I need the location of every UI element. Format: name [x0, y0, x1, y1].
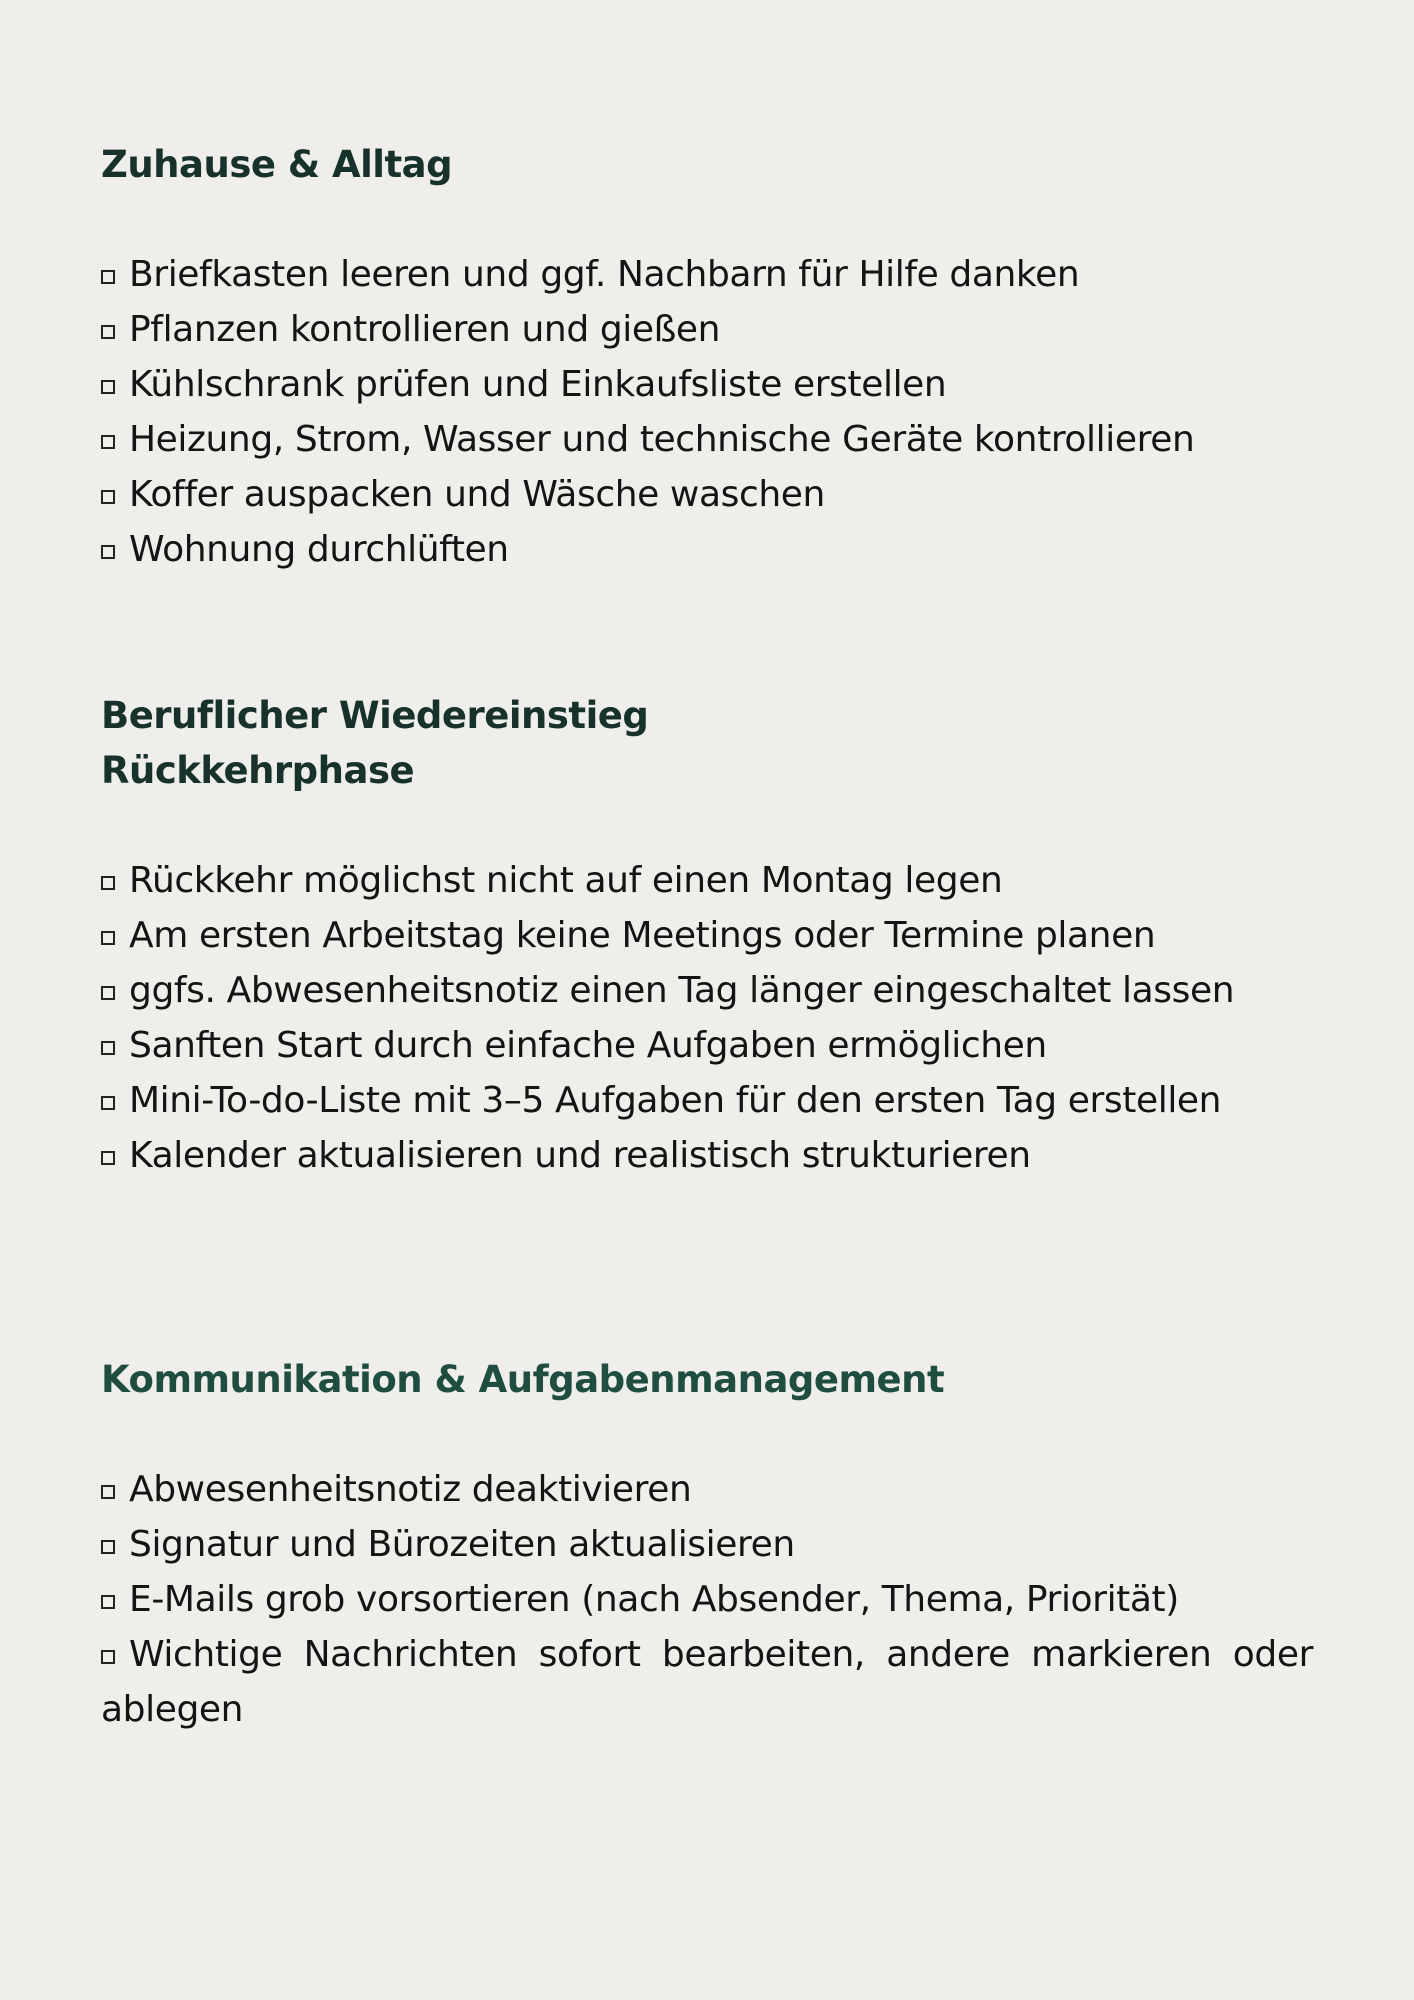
checkbox-icon: [101, 1151, 115, 1165]
checkbox-icon: [101, 1096, 115, 1110]
checklist-item: [101, 1018, 1313, 1073]
checklist-item: [101, 522, 1313, 577]
checklist-item-label: Kühlschrank prüfen und Einkaufsliste erstellen: [129, 364, 947, 405]
checklist-item: [101, 908, 1313, 963]
checklist-item-label: Wichtige Nachrichten sofort bearbeiten, andere markieren oder ablegen: [101, 1634, 1313, 1730]
checklist-item: [101, 1517, 1313, 1572]
checkbox-icon: [101, 435, 115, 449]
section-heading: Zuhause & Alltag: [101, 143, 453, 186]
checklist-item: [101, 247, 1313, 302]
checklist-item: [101, 467, 1313, 522]
section-subheading: Rückkehrphase: [101, 749, 415, 792]
checklist-item-label: Pflanzen kontrollieren und gießen: [129, 309, 721, 350]
checklist-item-label: Rückkehr möglichst nicht auf einen Montag legen: [129, 860, 1003, 901]
checkbox-icon: [101, 490, 115, 504]
checkbox-icon: [101, 1540, 115, 1554]
section-communication-tasks: [101, 1352, 1313, 1737]
checklist-item: [101, 1073, 1313, 1128]
checklist-item-label: Signatur und Bürozeiten aktualisieren: [129, 1524, 795, 1565]
checklist-item: [101, 302, 1313, 357]
checklist-item: [101, 853, 1313, 908]
checklist-item-label: Abwesenheitsnotiz deaktivieren: [129, 1469, 692, 1510]
checklist: [101, 1462, 1313, 1737]
checklist-item-label: Mini-To-do-Liste mit 3–5 Aufgaben für den ersten Tag erstellen: [129, 1080, 1222, 1121]
section-work-return: [101, 688, 1313, 1183]
checkbox-icon: [101, 931, 115, 945]
checkbox-icon: [101, 380, 115, 394]
checklist-item-label: Am ersten Arbeitstag keine Meetings oder Termine planen: [129, 915, 1156, 956]
checklist-item: [101, 357, 1313, 412]
checklist-item: [101, 412, 1313, 467]
checkbox-icon: [101, 270, 115, 284]
section-home-everyday: [101, 137, 1313, 577]
checkbox-icon: [101, 1650, 115, 1664]
checklist: [101, 853, 1313, 1183]
checklist-item: [101, 963, 1313, 1018]
checkbox-icon: [101, 325, 115, 339]
checklist-item: [101, 1128, 1313, 1183]
checkbox-icon: [101, 1595, 115, 1609]
checkbox-icon: [101, 876, 115, 890]
checklist-item: [101, 1627, 1313, 1737]
checklist-item-label: Briefkasten leeren und ggf. Nachbarn für Hilfe danken: [129, 254, 1080, 295]
checkbox-icon: [101, 986, 115, 1000]
checklist-item-label: Sanften Start durch einfache Aufgaben ermöglichen: [129, 1025, 1047, 1066]
section-heading: Beruflicher Wiedereinstieg: [101, 694, 649, 737]
checklist-item-label: Heizung, Strom, Wasser und technische Geräte kontrollieren: [129, 419, 1195, 460]
checklist-item-label: Kalender aktualisieren und realistisch strukturieren: [129, 1135, 1031, 1176]
section-heading: Kommunikation & Aufgabenmanagement: [101, 1358, 945, 1401]
checkbox-icon: [101, 1041, 115, 1055]
checklist-item-label: Koffer auspacken und Wäsche waschen: [129, 474, 825, 515]
checklist-item-label: Wohnung durchlüften: [129, 529, 509, 570]
checklist: [101, 247, 1313, 577]
checklist-item: [101, 1572, 1313, 1627]
checklist-item-label: E-Mails grob vorsortieren (nach Absender, Thema, Priorität): [129, 1579, 1179, 1620]
checklist-item-label: ggfs. Abwesenheitsnotiz einen Tag länger eingeschaltet lassen: [129, 970, 1235, 1011]
checkbox-icon: [101, 545, 115, 559]
checkbox-icon: [101, 1485, 115, 1499]
checklist-item: [101, 1462, 1313, 1517]
